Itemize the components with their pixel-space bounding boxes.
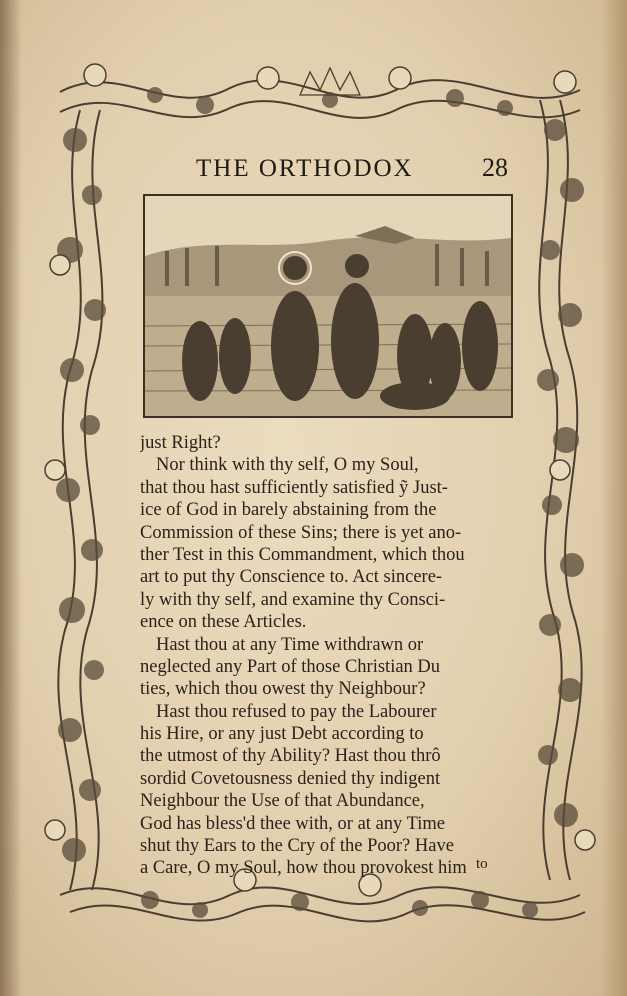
right-vine xyxy=(559,100,581,880)
text-line: neglected any Part of those Christian Du xyxy=(140,656,441,677)
text-line: Neighbour the Use of that Abundance, xyxy=(140,791,425,812)
crown-ornament xyxy=(300,68,360,95)
engraving-illustration xyxy=(143,194,513,418)
text-line: shut thy Ears to the Cry of the Poor? Have xyxy=(140,836,454,857)
engraving-scene xyxy=(145,196,511,416)
text-line: that thou hast sufficiently satisfied ỹ Just- xyxy=(140,477,448,498)
text-line: just Right? xyxy=(140,433,221,453)
text-line: ther Test in this Commandment, which thou xyxy=(140,544,465,565)
text-line: his Hire, or any just Debt according to xyxy=(140,724,424,745)
text-line: ice of God in barely abstaining from the xyxy=(140,500,437,521)
text-line: Commission of these Sins; there is yet ano- xyxy=(140,522,462,543)
page-number: 28 xyxy=(482,153,508,182)
bottom-garland xyxy=(60,887,580,904)
text-line: sordid Covetousness denied thy indigent xyxy=(140,768,441,789)
text-line: Hast thou at any Time withdrawn or xyxy=(156,634,424,655)
catchword: to xyxy=(476,856,488,872)
running-header xyxy=(188,155,518,189)
body-text xyxy=(140,432,512,880)
text-line: ly with thy self, and examine thy Consci- xyxy=(140,589,446,610)
text-line: the utmost of thy Ability? Hast thou thrô xyxy=(140,746,441,767)
text-line: Nor think with thy self, O my Soul, xyxy=(156,455,419,476)
text-line: Hast thou refused to pay the Labourer xyxy=(156,701,437,722)
text-line: a Care, O my Soul, how thou provokest him xyxy=(140,858,467,879)
text-line: ties, which thou owest thy Neighbour? xyxy=(140,679,426,700)
text-line: God has bless'd thee with, or at any Time xyxy=(140,813,445,834)
running-title: THE ORTHODOX xyxy=(196,155,414,182)
text-line: ence on these Articles. xyxy=(140,612,307,633)
text-line: art to put thy Conscience to. Act sincere- xyxy=(140,567,443,588)
